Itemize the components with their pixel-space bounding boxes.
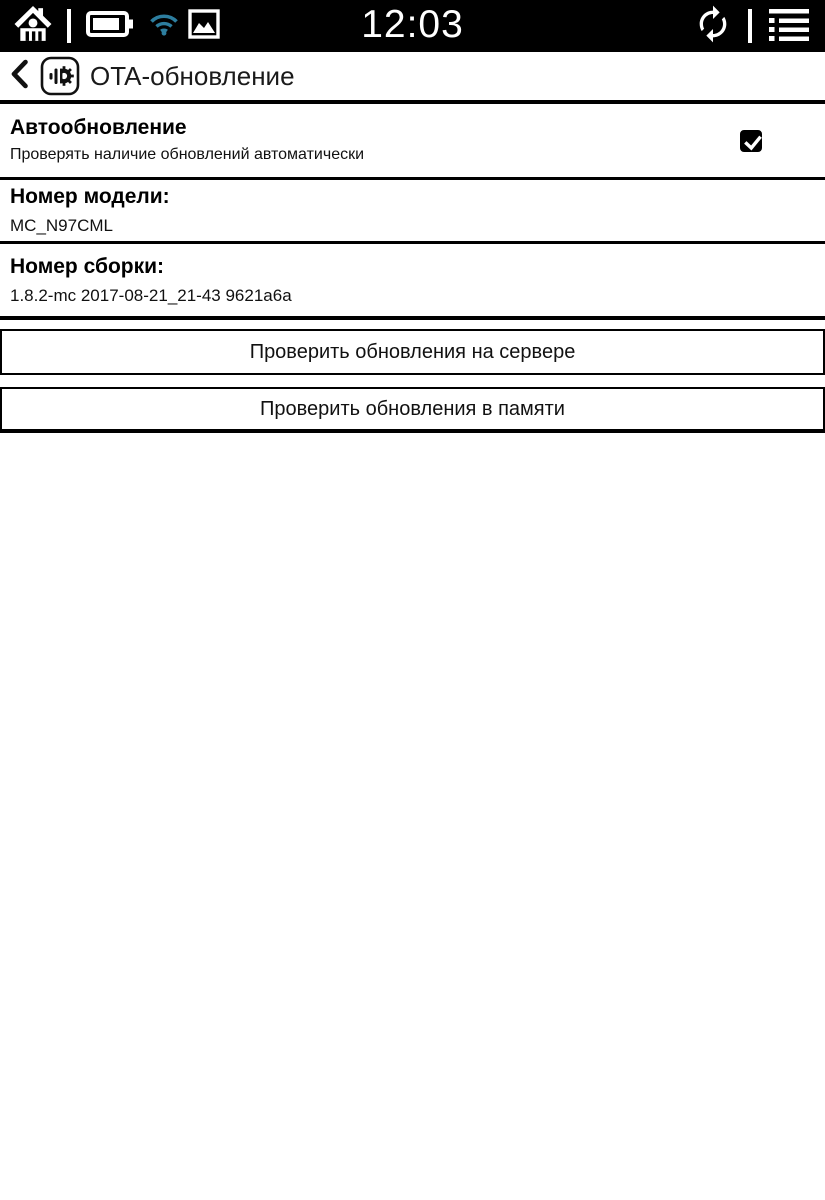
- status-bar-left-group: [14, 0, 220, 52]
- check-updates-server-button[interactable]: Проверить обновления на сервере: [0, 329, 825, 375]
- back-button[interactable]: [10, 58, 36, 94]
- list-icon[interactable]: [767, 6, 811, 47]
- setting-row-model-number: [0, 180, 825, 244]
- model-number-text: [10, 185, 815, 236]
- build-number-label: Номер сборки:: [10, 254, 165, 278]
- page-title: OTA-обновление: [90, 60, 295, 91]
- auto-update-label: Автообновление: [10, 116, 187, 140]
- status-bar-clock: 12:03: [361, 3, 464, 47]
- auto-update-text: [10, 116, 740, 165]
- auto-update-checkbox[interactable]: [740, 130, 762, 152]
- ota-app-icon: [40, 56, 80, 96]
- auto-update-description: Проверять наличие обновлений автоматически: [10, 146, 365, 164]
- status-bar-right-group: [693, 0, 811, 52]
- setting-row-build-number: [0, 244, 825, 320]
- home-icon[interactable]: [14, 5, 52, 48]
- model-number-value: MC_N97CML: [10, 216, 113, 236]
- setting-row-auto-update[interactable]: [0, 104, 825, 180]
- header: [0, 52, 825, 104]
- battery-icon: [86, 9, 136, 44]
- back-chevron-icon: [10, 59, 29, 94]
- status-bar: [0, 0, 825, 52]
- build-number-text: [10, 255, 815, 306]
- status-bar-divider: [748, 9, 752, 43]
- sync-icon[interactable]: [693, 4, 733, 49]
- model-number-label: Номер модели:: [10, 185, 170, 209]
- checkmark-icon: [742, 132, 764, 154]
- button-area: [0, 329, 825, 433]
- wifi-icon: [148, 11, 180, 42]
- check-updates-memory-button[interactable]: Проверить обновления в памяти: [0, 387, 825, 433]
- build-number-value: 1.8.2-mc 2017-08-21_21-43 9621a6a: [10, 285, 292, 305]
- gallery-icon: [188, 9, 220, 44]
- status-bar-divider: [67, 9, 71, 43]
